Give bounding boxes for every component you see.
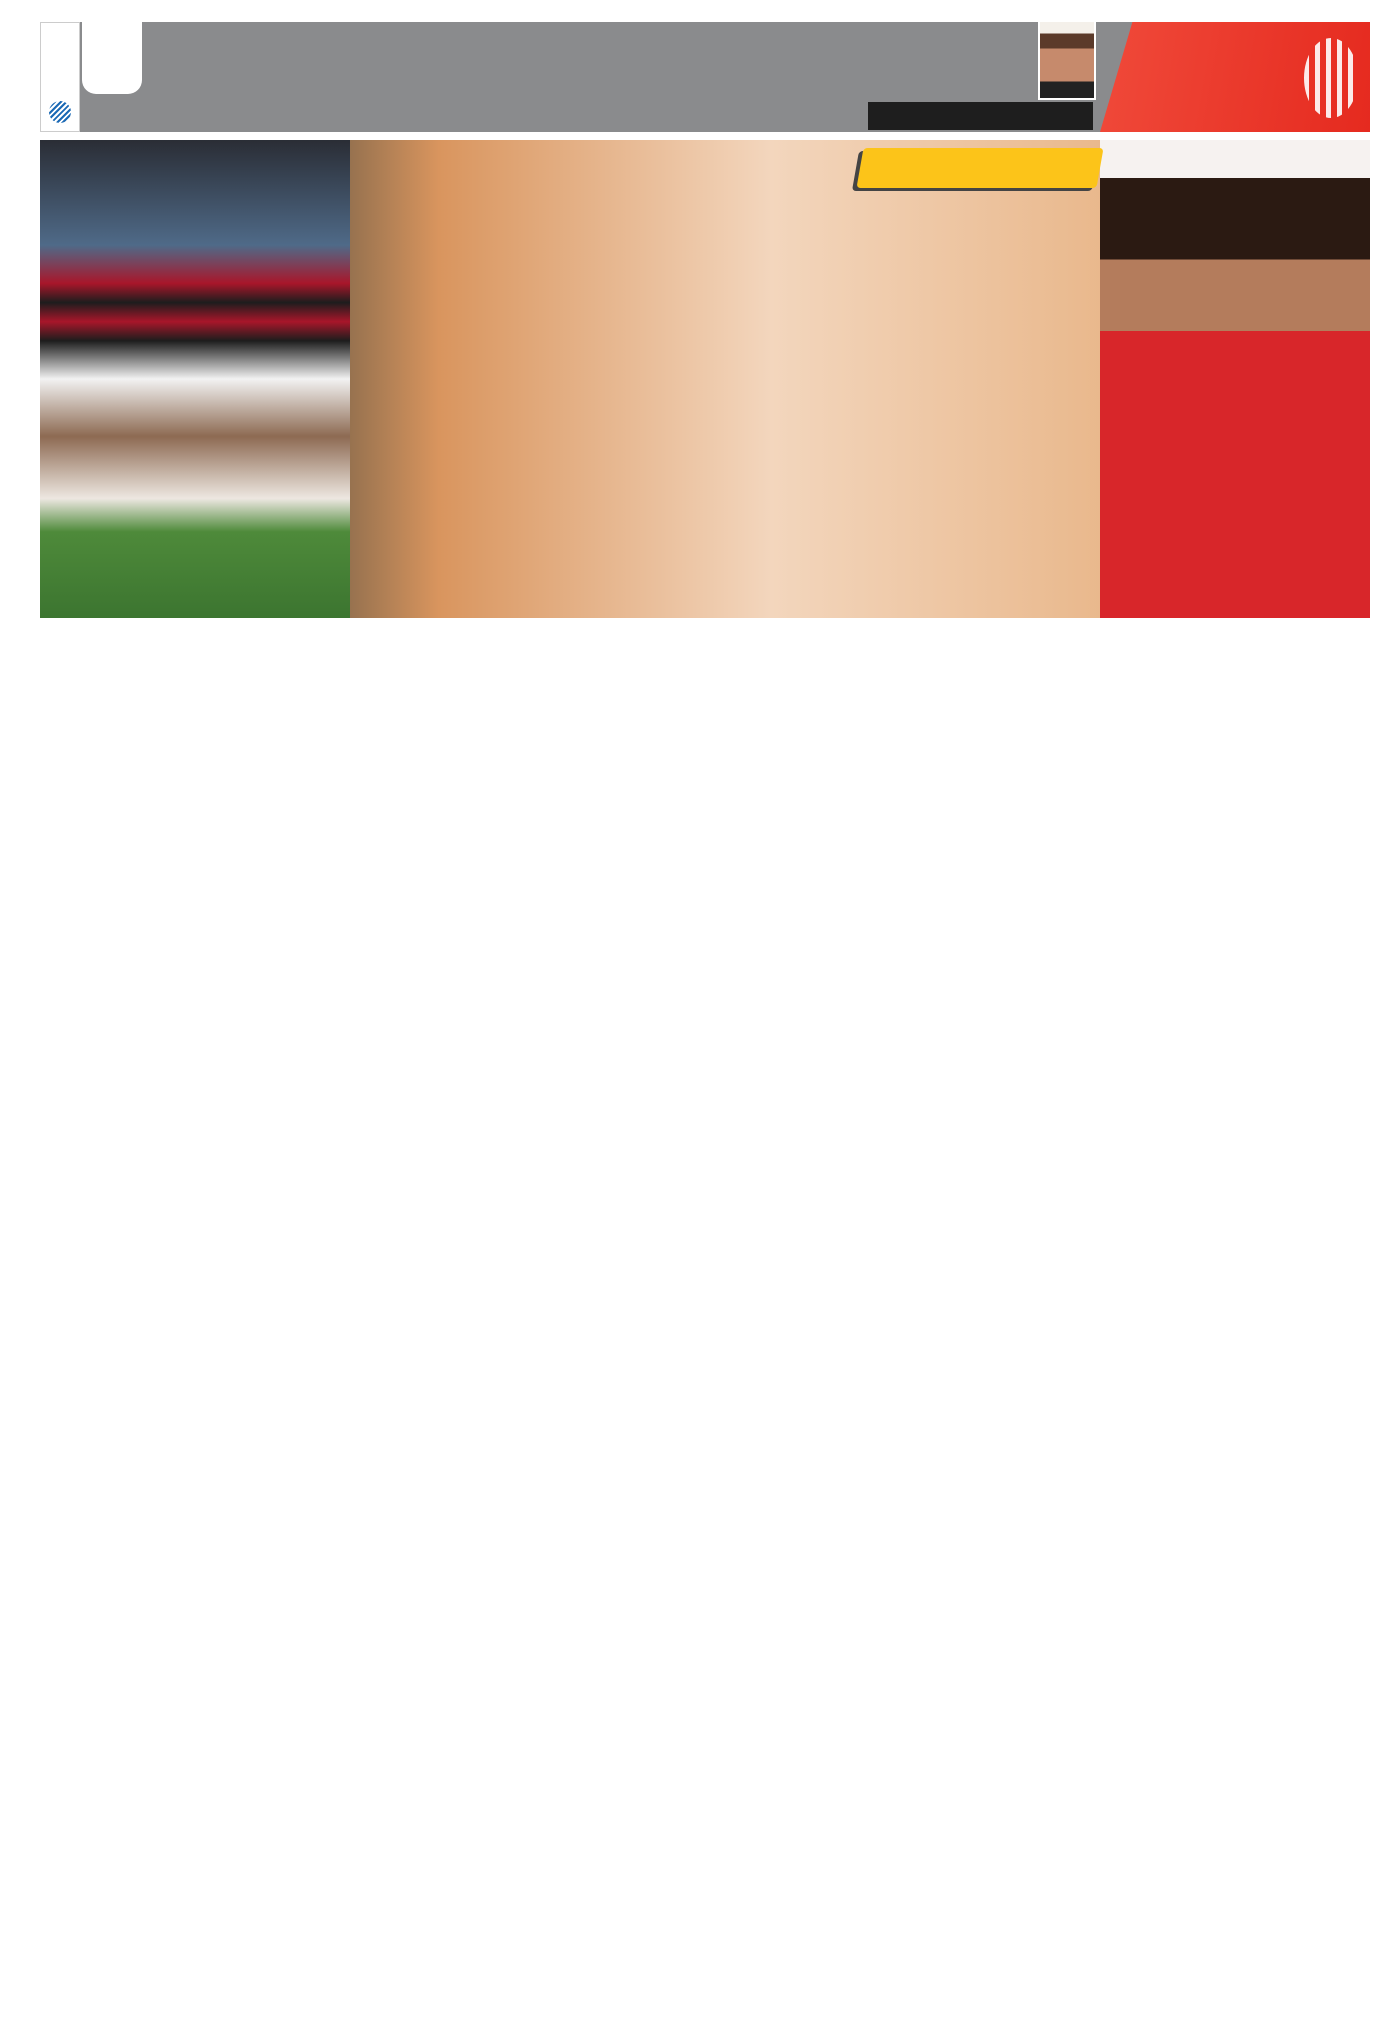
gullit-milan-photo — [40, 140, 350, 618]
sponsor-strip — [40, 22, 80, 132]
sunburst-icon — [1304, 38, 1358, 118]
header-intro-text — [158, 26, 908, 126]
rudaw-sport-logo[interactable] — [1100, 22, 1370, 132]
korek-globe-icon — [49, 101, 71, 123]
gullit-psv-photo — [1100, 140, 1370, 618]
series-tag — [856, 148, 1103, 188]
columnist-photo — [1038, 20, 1096, 100]
issue-date — [868, 102, 1093, 130]
page-number — [82, 14, 142, 94]
